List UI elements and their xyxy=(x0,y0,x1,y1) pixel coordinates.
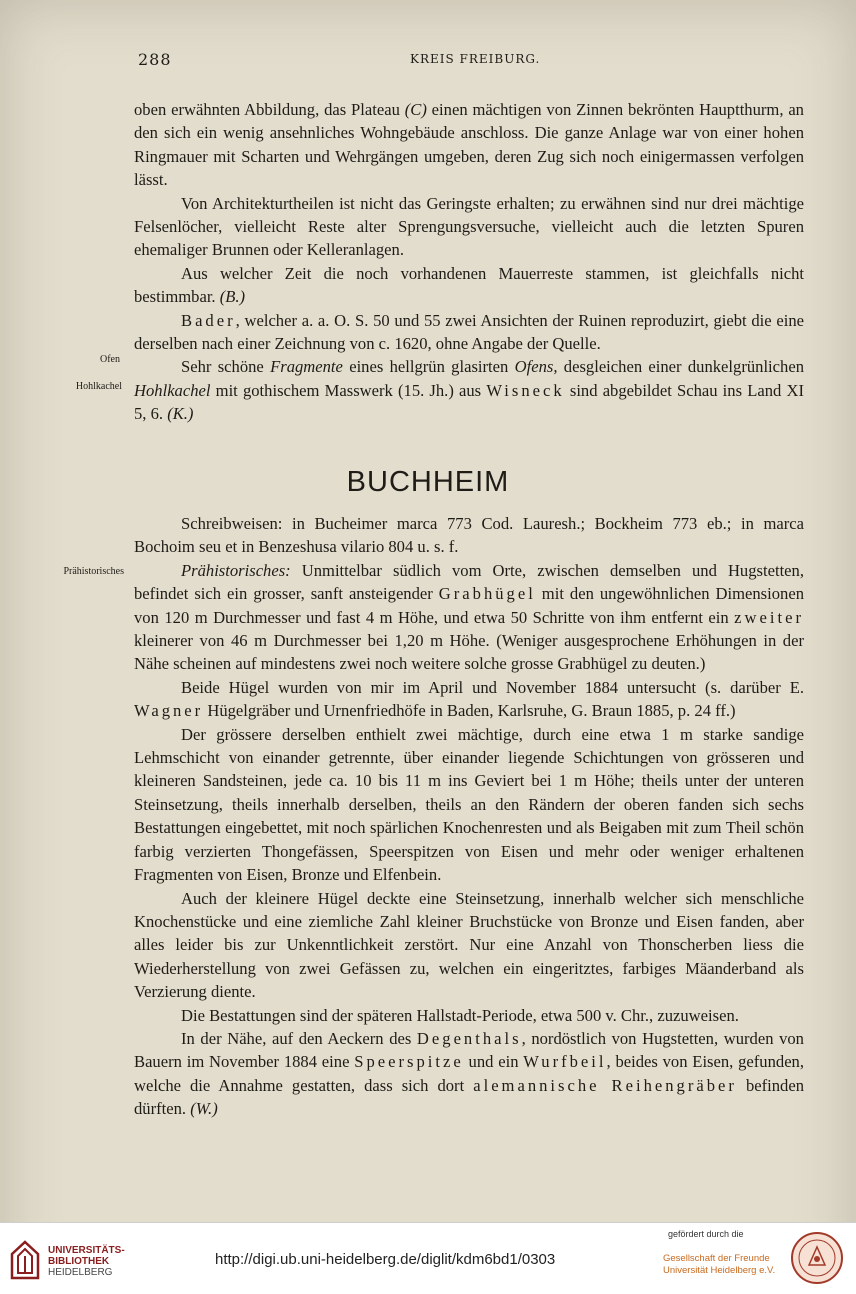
author-name: Wagner xyxy=(134,701,204,721)
place-name: Wisneck xyxy=(486,380,565,400)
paragraph: Prähistorisches: Unmittelbar südlich vom Orte, zwischen demselben und Hugstetten, befindet sich ein grosser, sanft ansteigender Grabhügel mit den ungewöhnlichen Dimensionen von 120 m Durchmesser und fast 4 m Höhe, und etwa 50 Schritte von ihm entfernt ein zweiter kleinerer von 46 m Durchmesser bei 1,20 m Höhe. (Weniger ausgesprochene Erhöhungen in der Nähe scheinen auf mindestens zwei noch weitere solche grosse Grabhügel zu deuten.) xyxy=(134,560,805,674)
paragraph: Auch der kleinere Hügel deckte eine Steinsetzung, innerhalb welcher sich menschliche Knochenstücke und eine ziemliche Zahl kleiner Bruchstücke von Bronze und Eisen fanden, aber alles leider bis zur Unkenntlichkeit zerstört. Nur eine Anzahl von Thonscherben liess die Wiederherstellung von zwei Gefässen zu, welchen ein eingeritztes, farbiges Mäanderband als Verzierung diente. xyxy=(134,888,804,1002)
author-sigil: (C) xyxy=(404,100,427,119)
running-head-title: KREIS FREIBURG. xyxy=(410,52,541,66)
section-heading: BUCHHEIM xyxy=(346,466,510,498)
paragraph: Beide Hügel wurden von mir im April und November 1884 untersucht (s. darüber E. Wagner Hügelgräber und Urnenfriedhöfe in Baden, Karlsruhe, G. Braun 1885, p. 24 ff.) xyxy=(134,677,804,721)
author-sigil: (K.) xyxy=(167,404,194,424)
paragraph: oben erwähnten Abbildung, das Plateau (C) einen mächtigen von Zinnen bekrönten Hauptthurm, an den sich ein wenig ansehnliches Wohngebäude anschloss. Die ganze Anlage war von einer hohen Ringmauer mit Scharten und Wehrgängen umgeben, deren Zug sich noch einigermassen verfolgen lässt. xyxy=(134,100,804,190)
marginal-note-hohlkachel: Hohlkachel xyxy=(75,381,122,392)
footer-bar xyxy=(0,1222,856,1294)
author-sigil: (B.) xyxy=(219,287,246,307)
paragraph: Bader, welcher a. a. O. S. 50 und 55 zwei Ansichten der Ruinen reproduzirt, giebt die eine derselben nach einer Zeichnung von c. 1620, ohne Angabe der Quelle. xyxy=(134,310,804,354)
permalink-url[interactable]: http://digi.ub.uni-heidelberg.de/diglit/kdm6bd1/0303 xyxy=(215,1251,556,1268)
paragraph: Die Bestattungen sind der späteren Hallstadt-Periode, etwa 500 v. Chr., zuzuweisen. xyxy=(181,1005,739,1025)
section-one-text xyxy=(134,98,804,426)
marginal-note-praehistorisches: Prähistorisches xyxy=(63,566,124,577)
funded-by-label: gefördert durch die xyxy=(668,1229,744,1239)
author-name: Bader xyxy=(181,310,236,330)
section-two-text xyxy=(134,512,804,1121)
paragraph: Sehr schöne Fragmente eines hellgrün glasirten Ofens, desgleichen einer dunkelgrünlichen Hohlkachel mit gothischem Masswerk (15. Jh.) aus Wisneck sind abgebildet Schau ins Land XI 5, 6. (K.) xyxy=(134,357,804,424)
paragraph: Der grössere derselben enthielt zwei mächtige, durch eine etwa 1 m starke sandige Lehmschicht von einander getrennte, über einander liegende Schichtungen von grösseren und kleineren Sandsteinen, jede ca. 10 bis 11 m ins Geviert bei 1 m Höhe; theils unter der unteren Steinsetzung, theils innerhalb derselben, theils an den Rändern der oberen fanden sich sechs Bestattungen eingebettet, mit noch spärlichen Knochenresten und als Beigaben mit zum Theil schön farbig verzierten Thongefässen, Speerspitzen von Eisen und mehr oder weniger erhaltenen Fragmenten von Eisen, Bronze und Elfenbein. xyxy=(134,724,804,885)
running-head xyxy=(0,50,856,72)
author-sigil: (W.) xyxy=(190,1099,218,1119)
marginal-note-ofen: Ofen xyxy=(100,354,120,365)
library-logo-icon[interactable] xyxy=(10,1240,40,1280)
paragraph: Von Architekturtheilen ist nicht das Geringste erhalten; zu erwähnen sind nur drei mächtige Felsenlöcher, vielleicht Reste alter Sprengungsversuche, vielleicht auch die letzten Spuren ehemaliger Brunnen oder Kelleranlagen. xyxy=(134,193,804,260)
library-name[interactable]: UNIVERSITÄTS- BIBLIOTHEK HEIDELBERG xyxy=(48,1245,125,1278)
place-name: Degenthals xyxy=(416,1028,522,1048)
paragraph: Schreibweisen: in Bucheimer marca 773 Cod. Lauresh.; Bockheim 773 eb.; in marca Bochoim seu et in Benzeshusa vilario 804 u. s. f. xyxy=(134,514,804,557)
paragraph: In der Nähe, auf den Aeckern des Degenthals, nordöstlich von Hugstetten, wurden von Bauern im November 1884 eine Speerspitze und ein Wurfbeil, beides von Eisen, gefunden, welche die Annahme gestatten, dass sich dort alemannische Reihengräber befinden dürften. (W.) xyxy=(134,1028,805,1119)
page-number: 288 xyxy=(138,50,172,69)
paragraph: Aus welcher Zeit die noch vorhandenen Mauerreste stammen, ist gleichfalls nicht bestimmbar. (B.) xyxy=(134,263,804,307)
university-seal-icon xyxy=(790,1231,844,1285)
sponsor-name[interactable]: Gesellschaft der Freunde Universität Heidelberg e.V. xyxy=(663,1253,776,1276)
